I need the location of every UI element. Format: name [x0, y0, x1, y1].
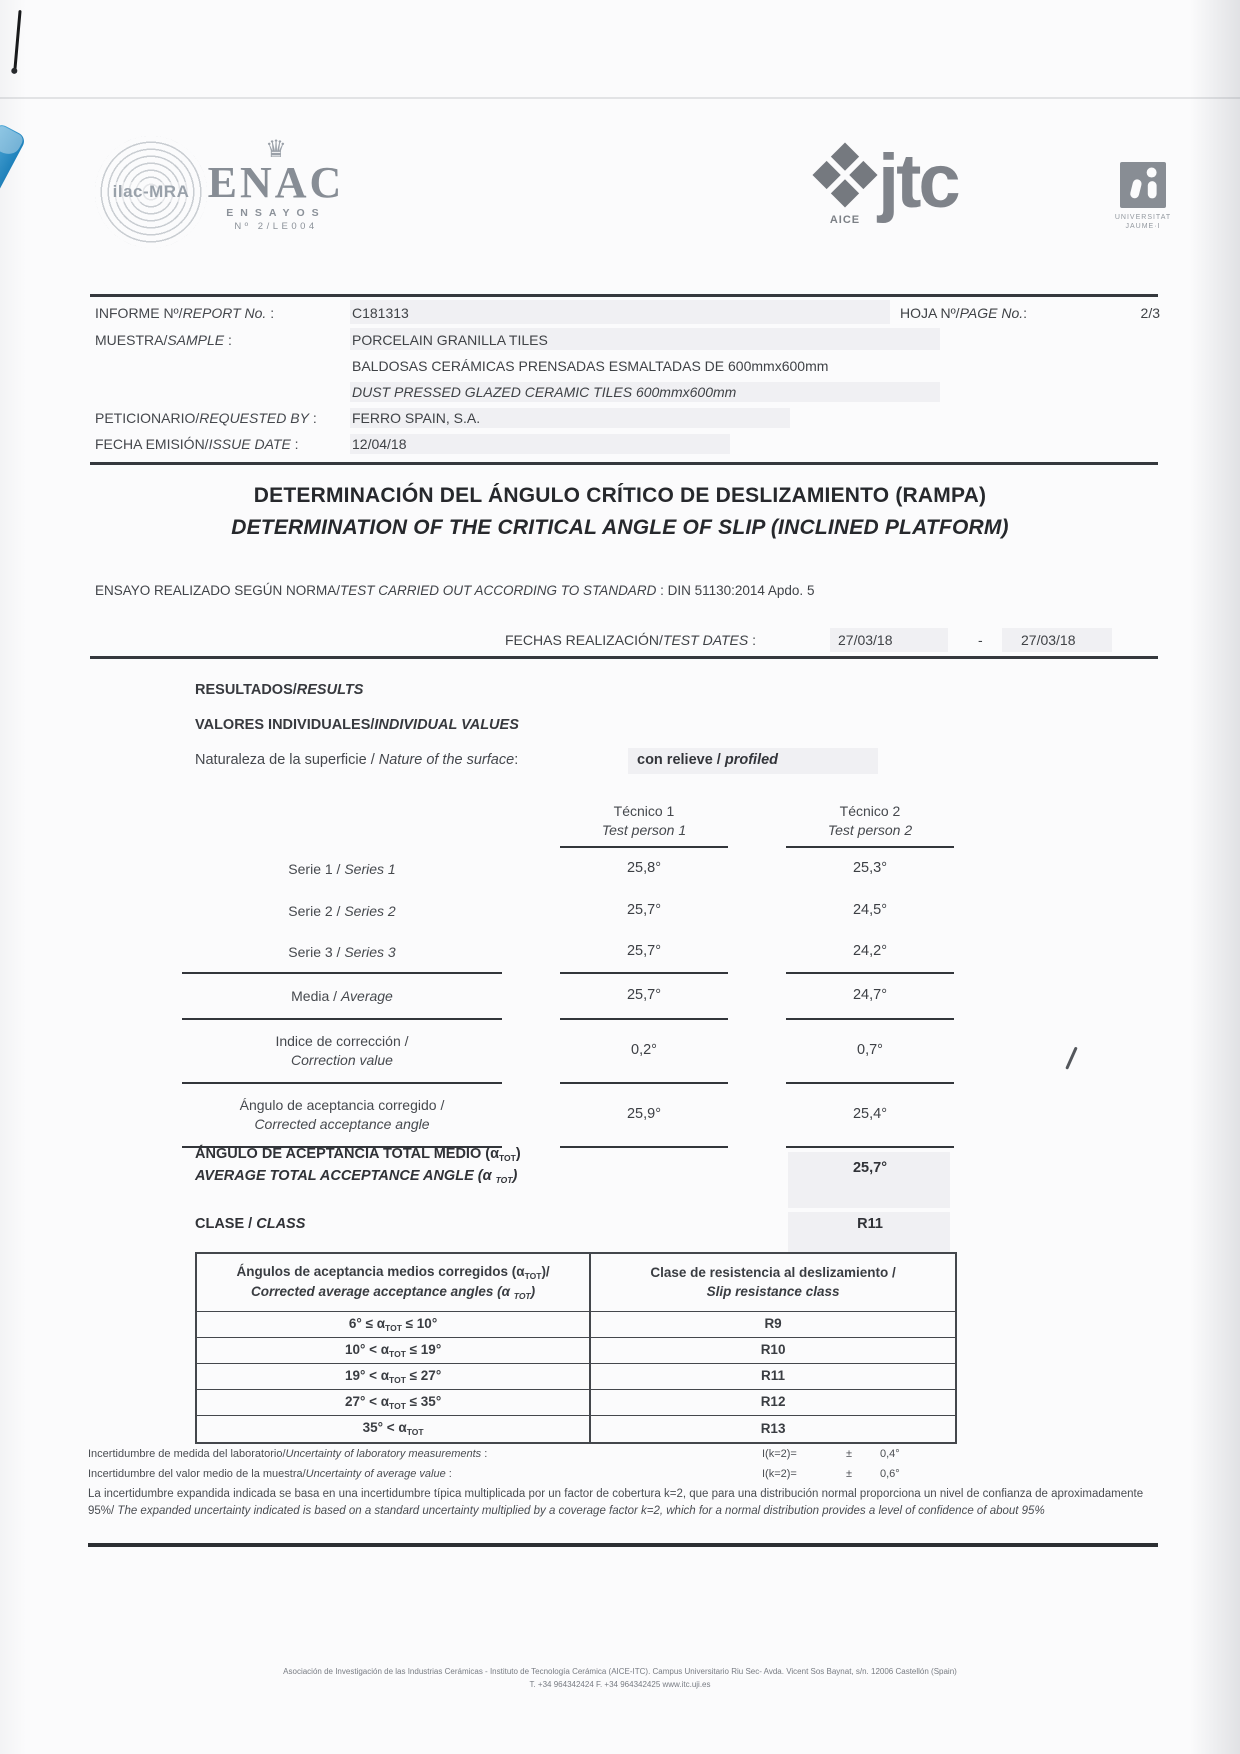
class-table-header-angles: Ángulos de aceptancia medios corregidos $(\alpha_{TOT})/$ Corrected average acceptance angles (α $_{TOT}$) — [197, 1254, 591, 1312]
scan-fold-line — [0, 97, 1240, 99]
divider-rule — [90, 462, 1158, 465]
angle-range-cell: $6^\circ \le \alpha_{TOT} \le 10^\circ$ — [197, 1312, 591, 1338]
universitat-jaume-logo — [1108, 162, 1178, 231]
bottom-rule — [88, 1543, 1158, 1547]
scan-edge-shadow-left — [0, 0, 26, 1754]
angle-range-cell: $35^\circ < \alpha_{TOT}$ — [197, 1416, 591, 1442]
test-date-end: 27/03/18 — [1021, 632, 1076, 648]
test-date-start: 27/03/18 — [838, 632, 893, 648]
table-cell: 25,4° — [786, 1084, 954, 1148]
column-header-tech2: Técnico 2 Test person 2 — [786, 796, 954, 848]
aice-label: AICE — [829, 214, 861, 226]
table-cell: 0,7° — [786, 1020, 954, 1084]
uncertainty-average-row — [88, 1468, 1158, 1480]
divider-rule — [90, 294, 1158, 297]
uncertainty-lab-value: 0,4° — [880, 1448, 900, 1460]
divider-rule — [90, 656, 1158, 659]
table-cell: 24,2° — [786, 932, 954, 974]
aice-logo — [812, 152, 878, 226]
slip-resistance-class-table — [195, 1252, 957, 1444]
enac-ensayos-label: ENSAYOS — [226, 206, 326, 219]
table-cell: 24,5° — [852, 902, 888, 919]
uji-square-icon — [1120, 162, 1166, 208]
individual-values-heading: VALORES INDIVIDUALES/INDIVIDUAL VALUES — [195, 717, 519, 733]
plus-minus-sign: ± — [846, 1468, 853, 1480]
row-label: Indice de corrección / Correction value — [182, 1020, 502, 1084]
table-cell: 0,2° — [560, 1020, 728, 1084]
sample-label: MUESTRA/SAMPLE : — [95, 332, 232, 348]
date-range-dash: - — [978, 632, 983, 648]
sample-row — [95, 332, 348, 348]
row-label: Serie 2 / Series 2 — [288, 902, 396, 919]
handwritten-tick-mark — [1065, 1047, 1077, 1070]
uncertainty-average-label: Incertidumbre del valor medio de la muestra/Uncertainty of average value : — [88, 1468, 452, 1480]
ilac-mra-stamp-logo — [95, 136, 207, 248]
issue-date-label: FECHA EMISIÓN/ISSUE DATE : — [95, 436, 299, 452]
class-label: CLASE / CLASS — [195, 1216, 306, 1232]
row-label: Serie 1 / Series 1 — [288, 860, 396, 877]
report-number-value: C181313 — [352, 305, 409, 321]
footer-address — [70, 1666, 1170, 1692]
table-cell: 25,7° — [560, 974, 728, 1020]
plus-minus-sign: ± — [846, 1448, 853, 1460]
issue-date-row — [95, 436, 348, 452]
issue-date-value: 12/04/18 — [352, 436, 407, 452]
ilac-mra-label: ilac-MRA — [112, 182, 190, 201]
surface-nature-value: con relieve / profiled — [637, 752, 779, 768]
table-cell: 25,9° — [560, 1084, 728, 1148]
report-number-label: INFORME Nº/REPORT No. : — [95, 305, 275, 321]
row-label: Serie 3 / Series 3 — [182, 932, 502, 974]
enac-logo — [196, 138, 356, 232]
class-cell: R11 — [591, 1364, 955, 1390]
table-cell: 25,8° — [626, 860, 662, 877]
uji-name: UNIVERSITAT JAUME·I — [1114, 214, 1172, 231]
total-acceptance-angle-label: ÁNGULO DE ACEPTANCIA TOTAL MEDIO $(\alpha_{TOT})$ AVERAGE TOTAL ACCEPTANCE ANGLE (α $_{TOT}$) — [195, 1146, 521, 1186]
itc-wordmark-logo: jtc — [878, 139, 958, 224]
sample-line-1: PORCELAIN GRANILLA TILES — [352, 332, 548, 348]
table-cell: 25,7° — [560, 932, 728, 974]
sample-line-3: DUST PRESSED GLAZED CERAMIC TILES 600mmx600mm — [352, 384, 737, 400]
results-heading: RESULTADOS/RESULTS — [195, 682, 364, 698]
class-cell: R9 — [591, 1312, 955, 1338]
requested-by-value: FERRO SPAIN, S.A. — [352, 410, 481, 426]
class-cell: R12 — [591, 1390, 955, 1416]
page-number-value: 2/3 — [1140, 305, 1160, 321]
requested-by-label: PETICIONARIO/REQUESTED BY : — [95, 410, 317, 426]
footer-line-2: T. +34 964342424 F. +34 964342425 www.itc.uji.es — [529, 1679, 711, 1689]
angle-range-cell: $10^\circ < \alpha_{TOT} \le 19^\circ$ — [197, 1338, 591, 1364]
class-value: R11 — [857, 1216, 883, 1232]
page-number-row — [900, 305, 1160, 321]
table-cell: 25,7° — [626, 902, 662, 919]
test-dates-row — [505, 632, 1105, 648]
uncertainty-lab-label: Incertidumbre de medida del laboratorio/Uncertainty of laboratory measurements : — [88, 1448, 488, 1460]
class-cell: R10 — [591, 1338, 955, 1364]
row-label: Ángulo de aceptancia corregido / Corrected acceptance angle — [182, 1084, 502, 1148]
scan-highlight — [350, 434, 730, 454]
requested-by-row — [95, 410, 348, 426]
test-standard-line: ENSAYO REALIZADO SEGÚN NORMA/TEST CARRIED OUT ACCORDING TO STANDARD : DIN 51130:2014 Apdo. 5 — [95, 583, 815, 598]
row-label: Media / Average — [182, 974, 502, 1020]
class-cell: R13 — [760, 1420, 786, 1436]
total-acceptance-angle-value: 25,7° — [852, 1160, 888, 1176]
page-number-label: HOJA Nº/PAGE No.: — [900, 305, 1028, 321]
scan-highlight — [350, 300, 890, 324]
crown-icon: ♛ — [265, 136, 287, 163]
class-table-header-class: Clase de resistencia al deslizamiento / Slip resistance class — [591, 1254, 955, 1312]
column-header-tech1: Técnico 1 Test person 1 — [560, 796, 728, 848]
enac-accreditation-number: Nº 2/LE004 — [234, 220, 318, 232]
individual-values-table — [182, 796, 954, 1148]
angle-range-cell: $27^\circ < \alpha_{TOT} \le 35^\circ$ — [197, 1390, 591, 1416]
table-cell: 24,7° — [786, 974, 954, 1020]
uncertainty-explanation-paragraph: La incertidumbre expandida indicada se basa en una incertidumbre típica multiplicada por un factor de cobertura k=2, que para una distribución normal proporciona un nivel de confianza de aproximadamente 95%/ The expanded uncertainty indicated is based on a standard uncertainty multiplied by a coverage factor k=2, which for a normal distribution provides a level of confidence of about 95% — [88, 1488, 1144, 1518]
enac-wordmark: ENAC — [207, 158, 345, 207]
document-title-es: DETERMINACIÓN DEL ÁNGULO CRÍTICO DE DESLIZAMIENTO (RAMPA) — [253, 484, 987, 507]
uncertainty-average-value: 0,6° — [880, 1468, 900, 1480]
surface-nature-label: Naturaleza de la superficie / Nature of the surface: — [195, 752, 519, 768]
scan-edge-shadow-right — [1190, 0, 1240, 1754]
table-cell: 25,3° — [852, 860, 888, 877]
uncertainty-lab-k: I(k=2)= — [762, 1448, 797, 1460]
uncertainty-lab-row — [88, 1448, 1158, 1460]
uncertainty-average-k: I(k=2)= — [762, 1468, 797, 1480]
report-number-row — [95, 305, 348, 321]
test-dates-label: FECHAS REALIZACIÓN/TEST DATES : — [505, 632, 757, 648]
aice-diamond-icon — [812, 142, 877, 207]
document-title-en: DETERMINATION OF THE CRITICAL ANGLE OF SLIP (INCLINED PLATFORM) — [231, 516, 1009, 539]
sample-line-2: BALDOSAS CERÁMICAS PRENSADAS ESMALTADAS DE 600mmx600mm — [352, 358, 829, 374]
angle-range-cell: $19^\circ < \alpha_{TOT} \le 27^\circ$ — [197, 1364, 591, 1390]
footer-line-1: Asociación de Investigación de las Industrias Cerámicas - Instituto de Tecnología Cerámica (AICE-ITC). Campus Universitario Riu Sec- Avda. Vicent Sos Baynat, s/n. 12006 Castellón (Spain) — [283, 1667, 957, 1676]
table-corner-cell — [182, 796, 502, 848]
